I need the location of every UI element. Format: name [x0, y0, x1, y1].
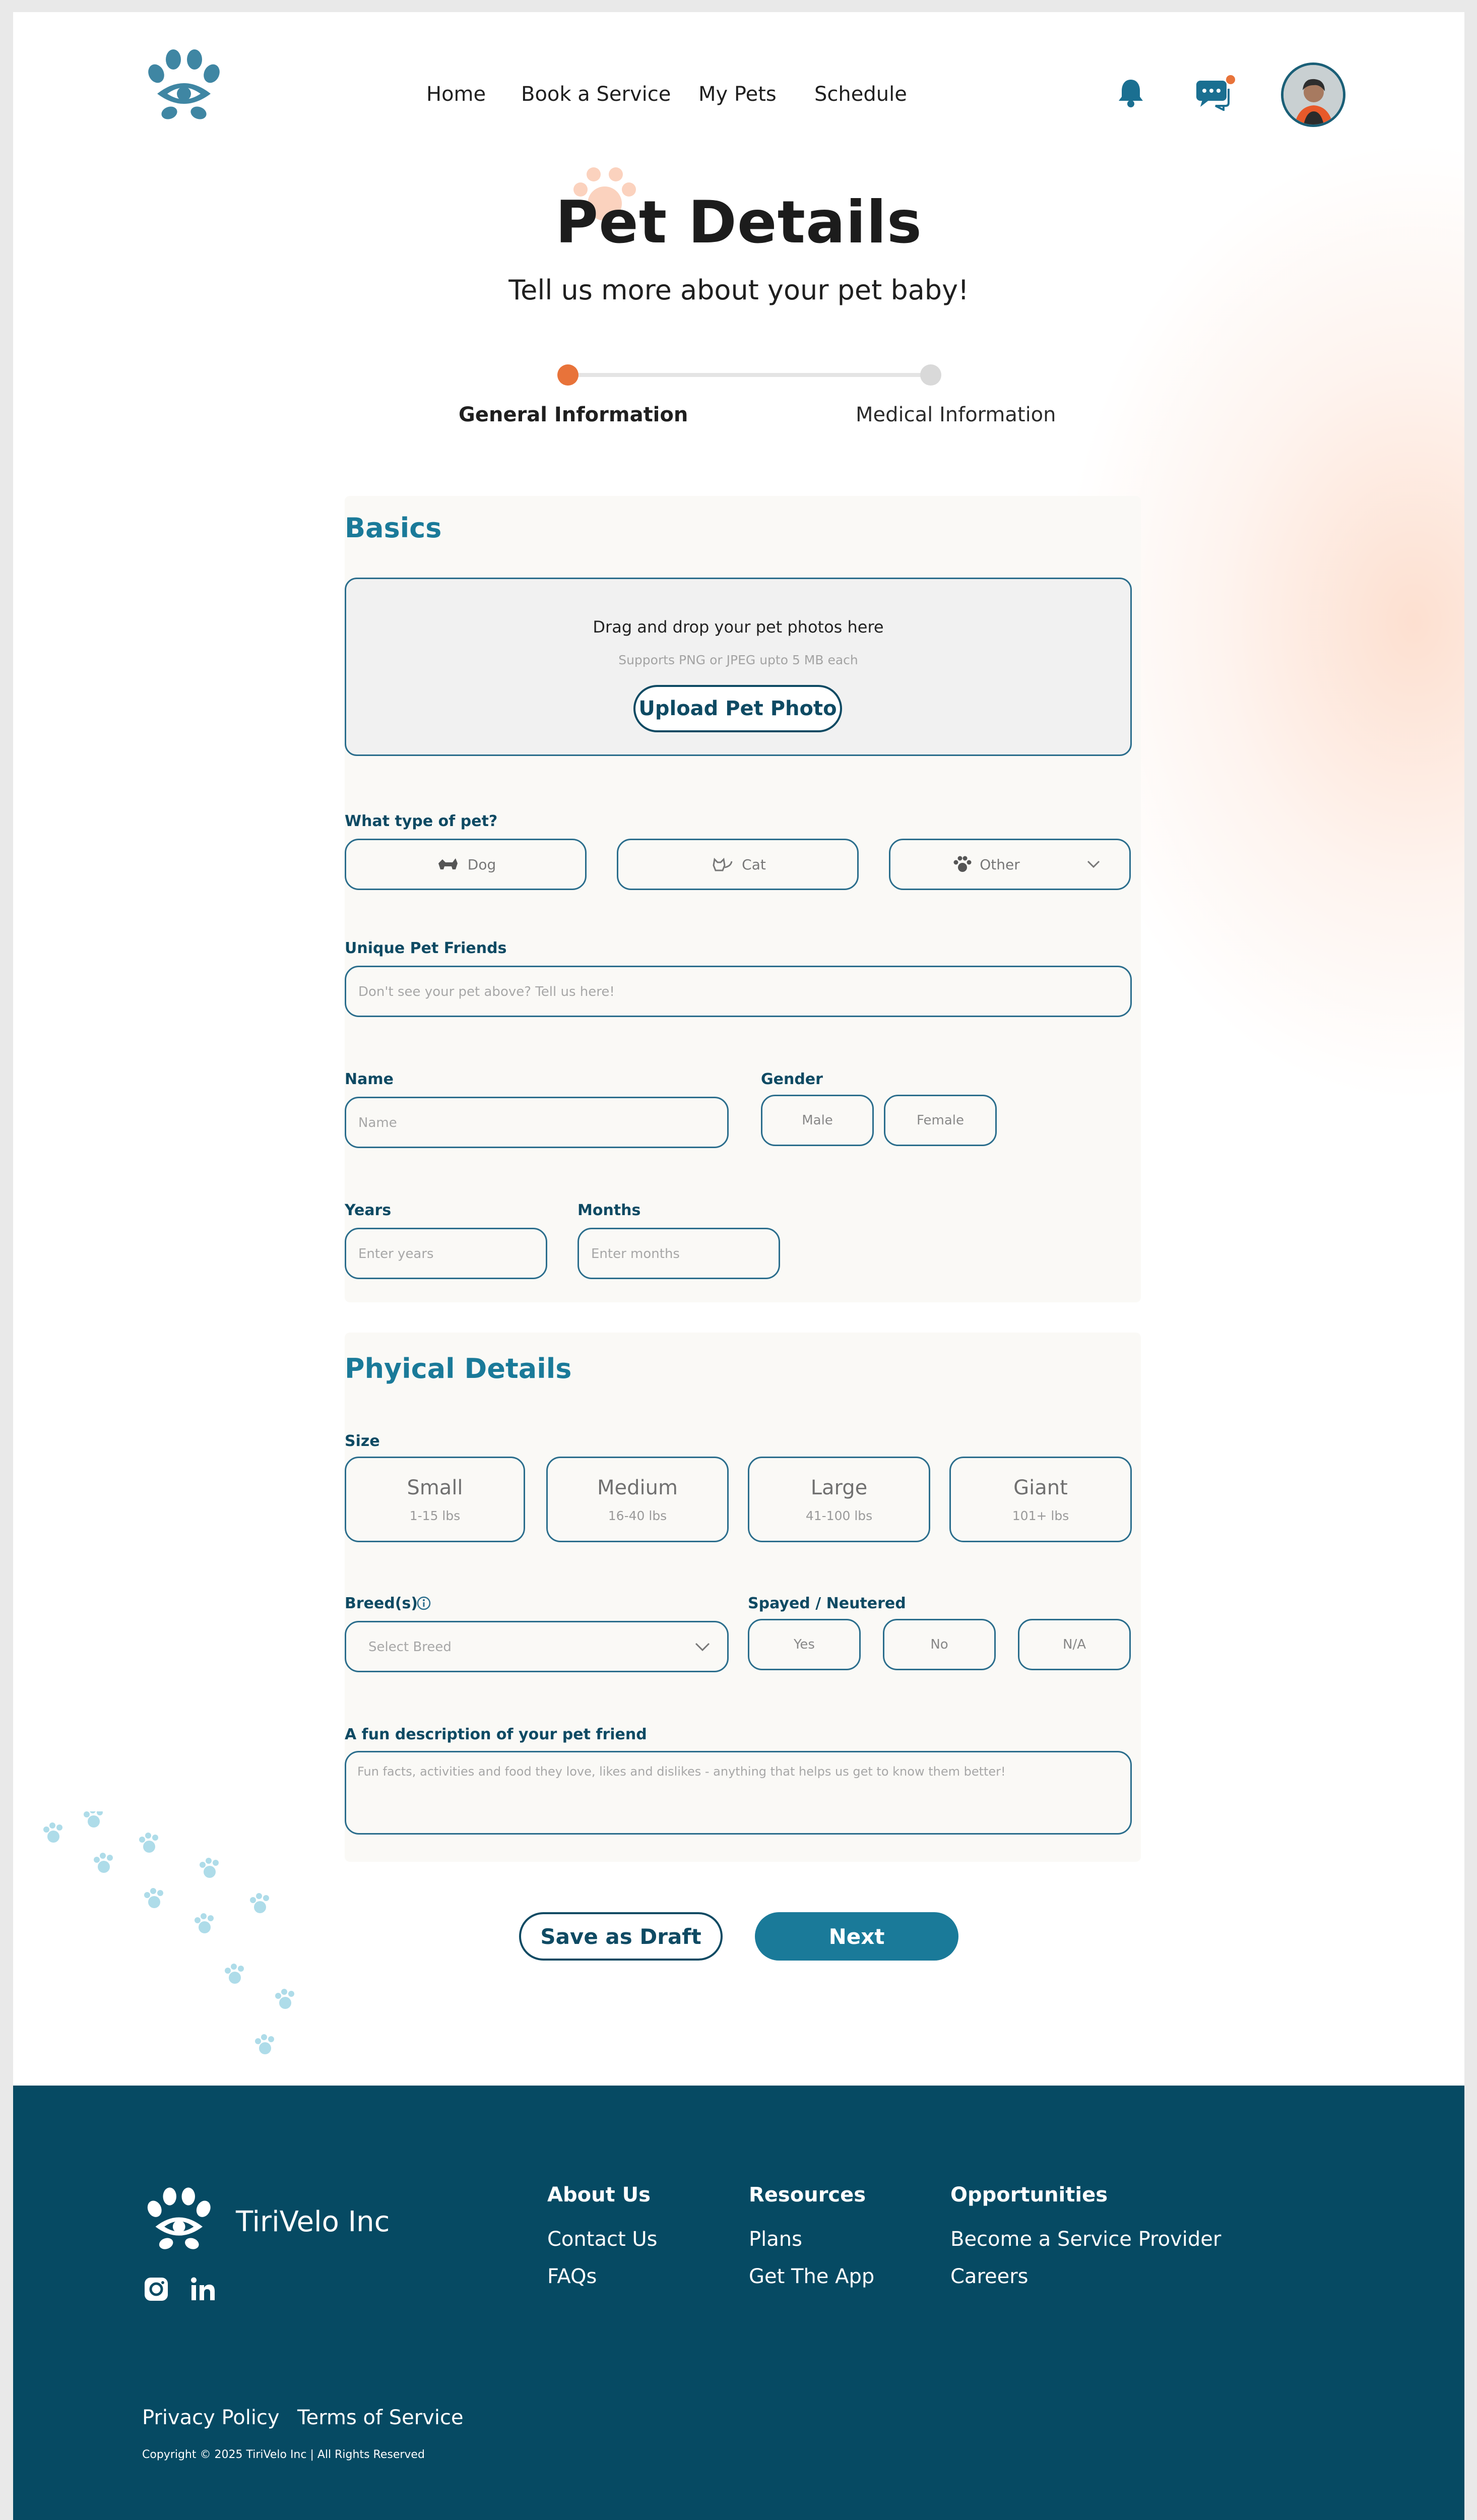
name-placeholder: Name [358, 1115, 397, 1130]
physical-details-title: Phyical Details [345, 1353, 572, 1384]
step-dot-general[interactable] [557, 364, 579, 386]
size-large-range: 41-100 lbs [805, 1508, 873, 1523]
spayed-yes-label: Yes [794, 1637, 815, 1652]
footer-heading-resources: Resources [749, 2183, 866, 2207]
size-giant-range: 101+ lbs [1012, 1508, 1069, 1523]
footer-link-get-app[interactable]: Get The App [749, 2265, 875, 2288]
avatar-image [1283, 65, 1343, 124]
pet-type-other-select[interactable] [889, 839, 1131, 890]
description-label: A fun description of your pet friend [345, 1726, 647, 1743]
nav-schedule[interactable]: Schedule [814, 83, 907, 106]
size-label: Size [345, 1432, 380, 1450]
gender-female-option[interactable] [884, 1095, 997, 1146]
dog-icon [435, 854, 461, 874]
size-small-range: 1-15 lbs [409, 1508, 461, 1523]
dropzone-hint: Supports PNG or JPEG upto 5 MB each [618, 653, 858, 667]
cat-icon [710, 854, 735, 874]
upload-photo-button[interactable]: Upload Pet Photo [633, 685, 842, 732]
dropzone-text: Drag and drop your pet photos here [593, 617, 884, 637]
size-medium-option[interactable] [546, 1457, 729, 1542]
size-small-option[interactable] [345, 1457, 525, 1542]
footer-link-faqs[interactable]: FAQs [547, 2265, 597, 2288]
months-placeholder: Enter months [591, 1246, 680, 1262]
instagram-icon[interactable] [143, 2276, 169, 2302]
next-button[interactable]: Next [755, 1912, 958, 1961]
size-giant-name: Giant [1013, 1476, 1068, 1499]
unique-friends-placeholder: Don't see your pet above? Tell us here! [358, 984, 615, 999]
photo-dropzone[interactable] [345, 578, 1132, 756]
breed-placeholder: Select Breed [368, 1640, 452, 1655]
footer-link-careers[interactable]: Careers [950, 2265, 1029, 2288]
step-general-information[interactable]: General Information [459, 403, 688, 426]
info-icon[interactable] [416, 1596, 431, 1611]
size-giant-option[interactable] [949, 1457, 1132, 1542]
months-label: Months [577, 1202, 641, 1219]
name-input[interactable] [345, 1097, 729, 1148]
years-label: Years [345, 1202, 392, 1219]
spayed-yes-option[interactable] [748, 1619, 861, 1670]
spayed-na-option[interactable] [1018, 1619, 1131, 1670]
footer-brand: TiriVelo Inc [236, 2206, 390, 2238]
user-avatar[interactable] [1281, 62, 1345, 127]
footer-copyright: Copyright © 2025 TiriVelo Inc | All Rights Reserved [142, 2448, 425, 2461]
size-large-name: Large [810, 1476, 868, 1499]
years-input[interactable] [345, 1228, 547, 1279]
spayed-no-label: No [930, 1637, 948, 1652]
spayed-label: Spayed / Neutered [748, 1595, 906, 1612]
footer-terms-of-service[interactable]: Terms of Service [297, 2406, 464, 2429]
unique-friends-label: Unique Pet Friends [345, 939, 507, 957]
pet-type-cat-label: Cat [742, 856, 766, 873]
description-textarea[interactable] [345, 1751, 1132, 1835]
size-medium-range: 16-40 lbs [608, 1508, 667, 1523]
paw-eye-logo-icon[interactable] [142, 47, 228, 123]
nav-book-service[interactable]: Book a Service [521, 83, 671, 106]
footer-heading-about: About Us [547, 2183, 651, 2207]
paw-trail-decoration [33, 1811, 315, 2073]
pet-type-dog-label: Dog [467, 856, 496, 873]
years-placeholder: Enter years [358, 1246, 434, 1262]
description-placeholder: Fun facts, activities and food they love, likes and dislikes - anything that helps us get to know them better! [357, 1765, 1006, 1779]
bell-icon[interactable] [1115, 77, 1147, 109]
footer-link-plans[interactable]: Plans [749, 2228, 802, 2251]
save-draft-button[interactable]: Save as Draft [519, 1912, 723, 1961]
chevron-down-icon [694, 1641, 711, 1654]
pet-type-dog[interactable] [345, 839, 587, 890]
footer-privacy-policy[interactable]: Privacy Policy [142, 2406, 280, 2429]
size-medium-name: Medium [597, 1476, 678, 1499]
footer-heading-opportunities: Opportunities [950, 2183, 1108, 2207]
footer-link-contact[interactable]: Contact Us [547, 2228, 658, 2251]
chat-icon[interactable] [1195, 75, 1236, 111]
step-medical-information[interactable]: Medical Information [856, 403, 1056, 426]
spayed-no-option[interactable] [883, 1619, 996, 1670]
basics-title: Basics [345, 512, 442, 544]
gender-male-option[interactable] [761, 1095, 874, 1146]
size-large-option[interactable] [748, 1457, 930, 1542]
linkedin-icon[interactable] [189, 2276, 217, 2302]
breed-select[interactable] [345, 1621, 729, 1672]
pet-type-cat[interactable] [617, 839, 859, 890]
footer-link-service-provider[interactable]: Become a Service Provider [950, 2228, 1222, 2251]
breed-label: Breed(s) [345, 1595, 418, 1612]
page-frame [13, 12, 1464, 2520]
pet-type-other-label: Other [980, 856, 1020, 873]
page-title: Pet Details [555, 188, 922, 257]
footer [13, 2086, 1464, 2520]
gender-male-label: Male [802, 1113, 833, 1128]
spayed-na-label: N/A [1063, 1637, 1086, 1652]
paw-icon [952, 855, 973, 873]
step-dot-medical[interactable] [920, 364, 941, 386]
page-subtitle: Tell us more about your pet baby! [508, 274, 969, 306]
name-label: Name [345, 1070, 394, 1088]
footer-logo-icon[interactable] [142, 2185, 218, 2253]
chevron-down-icon [1086, 858, 1101, 870]
size-small-name: Small [407, 1476, 463, 1499]
nav-my-pets[interactable]: My Pets [698, 83, 777, 106]
months-input[interactable] [577, 1228, 780, 1279]
gender-female-label: Female [916, 1113, 964, 1128]
unique-friends-input[interactable] [345, 966, 1132, 1017]
gender-label: Gender [761, 1070, 823, 1088]
pet-type-label: What type of pet? [345, 812, 498, 830]
stepper-track [572, 373, 936, 377]
nav-home[interactable]: Home [426, 83, 486, 106]
